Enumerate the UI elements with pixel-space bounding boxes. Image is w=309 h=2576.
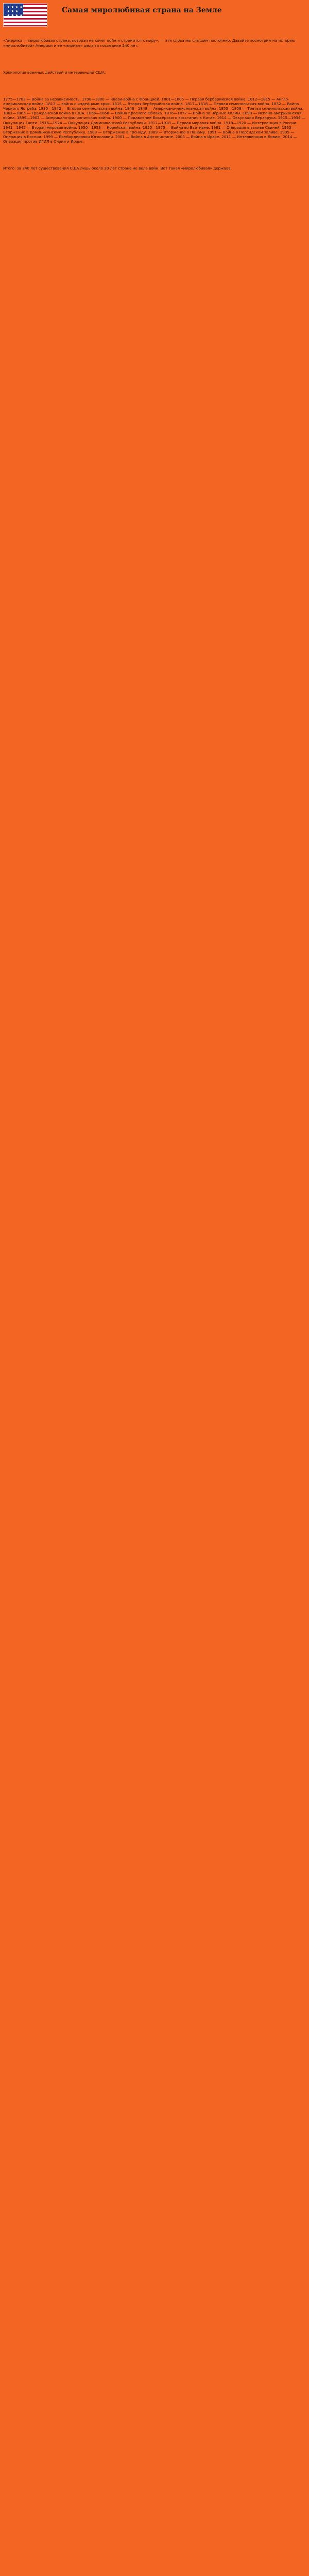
paragraph: «Америка — миролюбивая страна, которая не хочет войн и стремится к миру», — эти слова мы слышим постоянно. Давайте посмотрим на историю «миролюбивой» Америки и её «мирные» дела за последние 240 лет. [3,38,297,48]
page-title: Самая миролюбивая страна на Земле [62,6,222,14]
us-flag-icon: ★★★★ ★★★ ★★★★ [3,3,47,27]
article-body [3,29,306,180]
paragraph: 1775—1783 — Война за независимость. 1798—1800 — Квази-война с Францией. 1801—1805 — Первая берберийская война. 1812—1815 — Англо-американская война. 1813 — война с индейцами крик. 1815 — Вторая берберийская война. 1817—1818 — Первая семинольская война. 1832 — Война Чёрного Ястреба. 1835—1842 — Вторая семинольская война. 1846—1848 — Американо-мексиканская война. 1855—1858 — Третья семинольская война. 1861—1865 — Гражданская война в США. 1866—1868 — Война Красного Облака. 1876—1877 — Война за Чёрные Холмы. 1898 — Испано-американская война. 1899—1902 — Американо-филиппинская война. 1900 — Подавление Боксёрского восстания в Китае. 1914 — Оккупация Веракруса. 1915—1934 — Оккупация Гаити. 1916—1924 — Оккупация Доминиканской Республики. 1917—1918 — Первая мировая война. 1918—1920 — Интервенция в России. 1941—1945 — Вторая мировая война. 1950—1953 — Корейская война. 1955—1975 — Война во Вьетнаме. 1961 — Операция в заливе Свиней. 1965 — Вторжение в Доминиканскую Республику. 1983 — Вторжение в Гренаду. 1989 — Вторжение в Панаму. 1991 — Война в Персидском заливе. 1995 — Операция в Боснии. 1999 — Бомбардировки Югославии. 2001 — Война в Афганистане. 2003 — Война в Ираке. 2011 — Интервенция в Ливию. 2014 — Операция против ИГИЛ в Сирии и Ираке. [3,96,307,144]
paragraph: Хронология военных действий и интервенций США: [3,70,106,75]
paragraph: Итого: за 240 лет существования США лишь около 20 лет страна не вела войн. Вот такая «миролюбивая» держава. [3,166,232,171]
